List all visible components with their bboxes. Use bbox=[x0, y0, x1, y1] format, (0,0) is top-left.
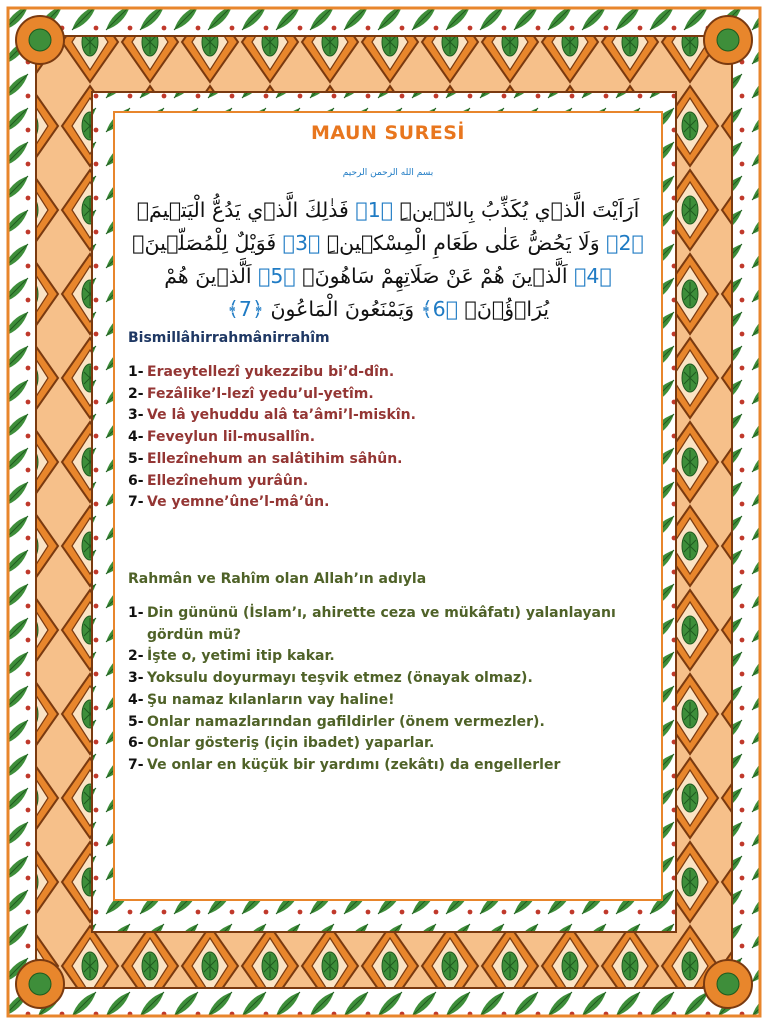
item-number: 7- bbox=[128, 756, 144, 773]
item-text: Eraeytellezî yukezzibu bi’d-dîn. bbox=[147, 364, 395, 380]
arabic-verse: فَوَيْلٌ لِلْمُصَلّ۪ينَۙ bbox=[132, 231, 277, 255]
arabic-text bbox=[128, 194, 648, 326]
item-text: Şu namaz kılanların vay haline! bbox=[147, 691, 395, 708]
item-number: 7- bbox=[128, 494, 144, 511]
list-item bbox=[128, 427, 656, 449]
arabic-verse: اَلَّذ۪ينَ هُمْ يُرَاۤؤُ۫نَۙ bbox=[164, 264, 550, 321]
list-item bbox=[128, 690, 656, 712]
verse-number: ﴿1﴾ bbox=[355, 198, 394, 222]
item-text: Onlar namazlarından gafildirler (önem vermezler). bbox=[147, 713, 545, 730]
arabic-verse: اَرَاَيْتَ الَّذ۪ي يُكَذِّبُ بِالدّ۪ينِۜ bbox=[399, 198, 640, 222]
item-number: 5- bbox=[128, 713, 144, 730]
item-number: 1- bbox=[128, 364, 144, 380]
list-item bbox=[128, 755, 656, 777]
verse-number: ﴿7﴾ bbox=[226, 297, 264, 321]
page-title: MAUN SURESİ bbox=[311, 122, 465, 144]
arabic-verse: فَذٰلِكَ الَّذ۪ي يَدُعُّ الْيَت۪يمَۙ bbox=[136, 198, 349, 222]
list-item bbox=[128, 362, 656, 384]
item-number: 6- bbox=[128, 735, 144, 752]
verse-number: ﴿6﴾ bbox=[420, 297, 459, 321]
item-text: Ve onlar en küçük bir yardımı (zekâtı) da engellerler bbox=[147, 756, 561, 773]
item-text: Fezâlike’l-lezî yedu’ul-yetîm. bbox=[147, 385, 374, 402]
transliteration-heading: Bismillâhirrahmânirrahîm bbox=[128, 330, 330, 346]
page-content bbox=[118, 116, 658, 896]
list-item bbox=[128, 646, 656, 668]
item-text: Ellezînehum an salâtihim sâhûn. bbox=[147, 450, 403, 467]
item-text: Ve lâ yehuddu alâ ta’âmi’l-miskîn. bbox=[147, 407, 416, 424]
list-item bbox=[128, 449, 656, 471]
item-number: 3- bbox=[128, 670, 144, 687]
item-number: 6- bbox=[128, 472, 144, 489]
arabic-verse: اَلَّذ۪ينَ هُمْ عَنْ صَلَاتِهِمْ سَاهُونَۙ bbox=[302, 264, 568, 288]
verse-number: ﴿3﴾ bbox=[282, 231, 321, 255]
verse-number: ﴿5﴾ bbox=[258, 264, 296, 288]
item-number: 1- bbox=[128, 605, 144, 621]
item-number: 5- bbox=[128, 450, 144, 467]
list-item bbox=[128, 384, 656, 406]
item-number: 3- bbox=[128, 407, 144, 424]
transliteration-list bbox=[128, 362, 656, 514]
arabic-verse: وَيَمْنَعُونَ الْمَاعُونَ bbox=[270, 297, 415, 321]
list-item bbox=[128, 471, 656, 493]
item-text: Din gününü (İslam’ı, ahirette ceza ve mükâfatı) yalanlayanı gördün mü? bbox=[147, 605, 616, 643]
verse-number: ﴿4﴾ bbox=[574, 264, 612, 288]
list-item bbox=[128, 712, 656, 734]
list-item bbox=[128, 668, 656, 690]
item-number: 4- bbox=[128, 429, 144, 446]
item-text: Feveylun lil-musallîn. bbox=[147, 429, 316, 446]
list-item bbox=[128, 733, 656, 755]
list-item bbox=[128, 603, 656, 646]
item-number: 2- bbox=[128, 648, 144, 665]
meaning-heading: Rahmân ve Rahîm olan Allah’ın adıyla bbox=[128, 571, 427, 587]
item-text: Ellezînehum yurâûn. bbox=[147, 472, 309, 489]
item-text: İşte o, yetimi itip kakar. bbox=[147, 648, 335, 665]
list-item bbox=[128, 405, 656, 427]
list-item bbox=[128, 492, 656, 514]
item-text: Onlar gösteriş (için ibadet) yaparlar. bbox=[147, 735, 435, 752]
arabic-verse: وَلَا يَحُضُّ عَلٰى طَعَامِ الْمِسْك۪ينِۜ bbox=[326, 231, 600, 255]
meaning-list bbox=[128, 603, 656, 777]
verse-number: ﴿2﴾ bbox=[606, 231, 644, 255]
bismillah-calligraphy: بسم الله الرحمن الرحيم bbox=[342, 168, 434, 178]
item-number: 4- bbox=[128, 691, 144, 708]
item-text: Ve yemne’ûne’l-mâ’ûn. bbox=[147, 494, 330, 511]
item-number: 2- bbox=[128, 385, 144, 402]
item-text: Yoksulu doyurmayı teşvik etmez (önayak olmaz). bbox=[147, 670, 533, 687]
